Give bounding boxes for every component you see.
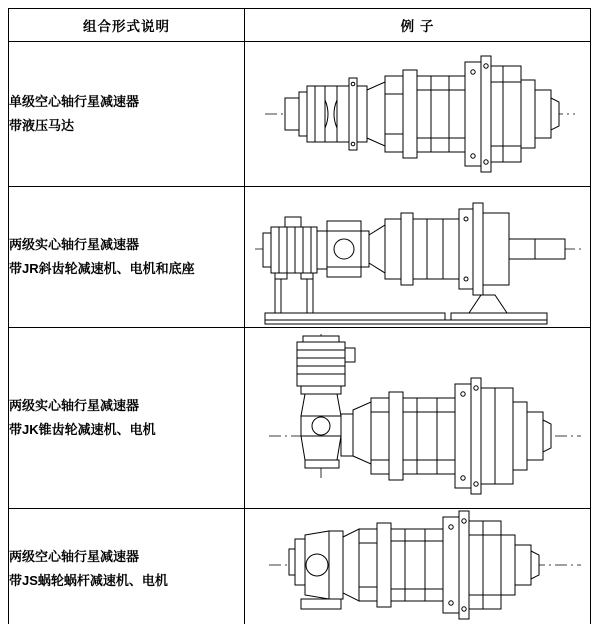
description-line: 两级空心轴行星减速器 [9, 548, 140, 564]
figure-two-stage-solid-shaft-planetary-with-jr-helical-gear-motor-base [245, 187, 590, 327]
column-header-example-text: 例 子 [400, 19, 435, 34]
table-body [9, 42, 591, 624]
description-line: 带JK锥齿轮减速机、电机 [9, 422, 156, 437]
description-line: 带液压马达 [9, 118, 75, 133]
table-header [9, 9, 591, 42]
description-line: 带JR斜齿轮减速机、电机和底座 [9, 261, 195, 276]
table-header-row [9, 9, 591, 42]
table-row [9, 509, 591, 624]
row-description-cell [9, 187, 245, 328]
row-example-cell [245, 509, 591, 624]
description-line: 两级实心轴行星减速器 [9, 397, 140, 413]
description-line: 两级实心轴行星减速器 [9, 236, 140, 252]
row-example-cell [245, 42, 591, 187]
row-description-cell [9, 328, 245, 509]
description-line: 带JS蜗轮蜗杆减速机、电机 [9, 573, 168, 588]
row-example-cell [245, 328, 591, 509]
row-example-cell [245, 187, 591, 328]
table-row [9, 187, 591, 328]
figure-two-stage-hollow-shaft-planetary-with-js-worm-gear-motor [245, 509, 590, 624]
figure-single-stage-hollow-shaft-planetary-with-hydraulic-motor [245, 42, 590, 186]
figure-two-stage-solid-shaft-planetary-with-jk-bevel-gear-motor [245, 328, 590, 508]
specification-table [8, 8, 591, 624]
description-line: 单级空心轴行星减速器 [9, 93, 140, 109]
column-header-description: 组合形式说明 [9, 9, 245, 42]
row-description-cell [9, 42, 245, 187]
table-row [9, 328, 591, 509]
row-description-cell [9, 509, 245, 624]
table-row [9, 42, 591, 187]
column-header-example [245, 9, 591, 42]
